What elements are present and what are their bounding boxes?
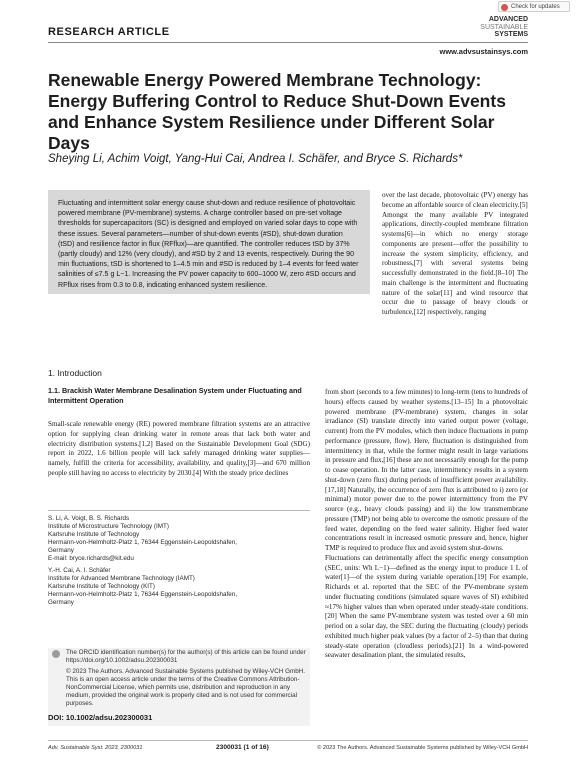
header-rule (48, 42, 528, 43)
orcid-icon (52, 650, 60, 658)
abstract-box (48, 190, 370, 294)
affiliation-line: Germany (48, 547, 74, 555)
affiliation-line: Germany (48, 599, 74, 607)
subsection-heading: 1.1. Brackish Water Membrane Desalination System under Fluctuating and Intermittent Operation (48, 386, 302, 405)
check-for-updates-button[interactable] (498, 1, 570, 12)
footer-page-number: 2300031 (1 of 16) (216, 744, 269, 751)
orcid-note[interactable]: The ORCID identification number(s) for the author(s) of this article can be found under https://doi.org/10.1002/adsu.202300031 (66, 649, 306, 665)
license-note: © 2023 The Authors. Advanced Sustainable Systems published by Wiley-VCH GmbH. This is an open access article under the terms of the Creative Commons Attribution-NonCommercial License, which permits use, distribution and reproduction in any medium, provided the original work is properly cited and is not used for commercial purposes. (66, 668, 306, 708)
check-updates-label: Check for updates (511, 4, 560, 10)
right-column-bottom-text: from short (seconds to a few minutes) to long-term (tens to hundreds of hours) effects caused by weather systems.[13–15] In a photovoltaic powered membrane (PV-membrane) system, changes in solar irradiance (SI) translate directly into varied output power (voltage, current) from the PV modules, which then induce fluctuations in pump performance (pressure, flow). Here, fluctuation is distinguished from intermittency in that, while the former might result in large variations in pressure and flux,[16] these are not necessarily enough for the pump to cease operation. In the latter case, intermittency results in a system shut-down (zero flux) during periods of insufficient power availability.[17,18] Naturally, the occurrence of zero flux is attributed to i) zero (or minimal) motor power due to the power intermittency from the PV source (e.g., heavy clouds passing) and ii) the low transmembrane pressure (TMP) not being able to overcome the osmotic pressure of the feed water, depending on the feed water salinity. Higher feed water concentrations result in increased osmotic pressure and, hence, higher TMP is required to produce flux and avoid system shut-downs. Fluctuations can detrimentally affect the specific energy consumption (SEC, units: Wh L−1)—defined as the energy input to produce 1 L of water[1]—of the system during variable operation.[19] For example, Richards et al. reported that the SEC of the PV-membrane system under fluctuating conditions (simulated square waves of SI) exhibited ≈17% higher values than when operated under steady-state conditions.[20] When the same PV-membrane system was tested over a 60 min period on a solar day, the SEC during the fluctuating (cloudy) periods exhibited much higher peak values (by a factor of 2–5) than that during steady-state operation (cloudless periods).[21] In a wind-powered seawater desalination plant, the simulated results, (325, 388, 528, 660)
left-column-text: Small-scale renewable energy (RE) powered membrane filtration systems are an attractive option for supplying clean drinking water in remote areas that lack both water and electricity distribution systems.[1,2] Based on the Sustainable Development Goal (SDG) report in 2022, 1.6 billion people will lack safely managed drinking water supplies—namely, fulfill the criteria for accessibility, availability, and quality,[3]—and 670 million people still having no access to electricity by 2030.[4] With the steady price declines (48, 420, 310, 477)
section-label: RESEARCH ARTICLE (48, 26, 170, 38)
check-updates-icon (501, 4, 508, 11)
affiliations (48, 515, 310, 608)
affiliation-line: Institute for Advanced Membrane Technology (IAMT) (48, 575, 195, 583)
affiliation-line: Hermann-von-Helmholtz-Platz 1, 76344 Eggenstein-Leopoldshafen, (48, 591, 238, 599)
affiliation-line: Hermann-von-Helmholtz-Platz 1, 76344 Eggenstein-Leopoldshafen, (48, 539, 238, 547)
journal-url[interactable]: www.advsustainsys.com (439, 47, 528, 56)
abstract-text: Fluctuating and intermittent solar energy cause shut-down and reduce resilience of photovoltaic powered membrane (PV-membrane) systems. A charge controller based on pre-set voltage thresholds for supercapacitors (SC) is designed and employed on varied solar days to cope with these issues. Several parameters—number of shut-down events (#SD), shut-down duration (tSD) and resilience factor in flux (RFflux)—are quantified. The controller reduces tSD by 37% (partly cloudy) and 12% (very cloudy), and #SD by 2 and 13 events, respectively. During the 90 min fluctuations, tSD is shortened to 1–4.5 min and #SD is reduced by 1–4 events for feed water salinities of ≤7.5 g L−1. Increasing the PV power capacity to 600–1000 W, zero #SD occurs and RFflux rises from 0.3 to 0.8, indicating enhanced system resilience. (58, 200, 359, 289)
footer-citation: Adv. Sustainable Syst. 2023, 2300031 (48, 745, 143, 751)
affiliation-email[interactable]: E-mail: bryce.richards@kit.edu (48, 555, 134, 563)
affiliation-line: Institute of Microstructure Technology (IMT) (48, 523, 169, 531)
footer-copyright: © 2023 The Authors. Advanced Sustainable Systems published by Wiley-VCH GmbH (317, 745, 528, 751)
affiliation-line: Karlsruhe Institute of Technology (48, 531, 140, 539)
article-title: Renewable Energy Powered Membrane Technology: Energy Buffering Control to Reduce Shut-Down Events and Enhance System Resilience under Different Solar Days (48, 70, 506, 153)
orcid-license-text (66, 649, 306, 708)
affiliation-line: S. Li, A. Voigt, B. S. Richards (48, 515, 130, 522)
journal-logo (456, 16, 528, 39)
journal-logo-line1: ADVANCED (488, 16, 528, 23)
right-column-top-text: over the last decade, photovoltaic (PV) energy has become an affordable source of clean electricity.[5] Amongst the many available PV integrated applications, directly-coupled membrane filtration systems[6]—in which no energy storage components are present—offer the possibility to increase the system simplicity, efficiency, and robustness,[7] with several systems being successfully demonstrated in the field.[8–10] The main challenge is the intermittent and fluctuating nature of the solar[11] and wind resource that occur due to passage of heavy clouds or turbulence,[12] respectively, ranging (382, 191, 528, 316)
doi-label[interactable]: DOI: 10.1002/adsu.202300031 (48, 713, 153, 722)
affiliation-line: Karlsruhe Institute of Technology (KIT) (48, 583, 155, 591)
affiliation-rule (48, 510, 310, 511)
section-heading: 1. Introduction (48, 368, 102, 378)
affiliation-line: Y.-H. Cai, A. I. Schäfer (48, 567, 111, 575)
journal-logo-line3: SYSTEMS (494, 31, 528, 38)
author-list: Sheying Li, Achim Voigt, Yang-Hui Cai, Andrea I. Schäfer, and Bryce S. Richards* (48, 153, 463, 165)
journal-logo-line2: SUSTAINABLE (480, 23, 528, 31)
footer-rule (48, 740, 528, 741)
